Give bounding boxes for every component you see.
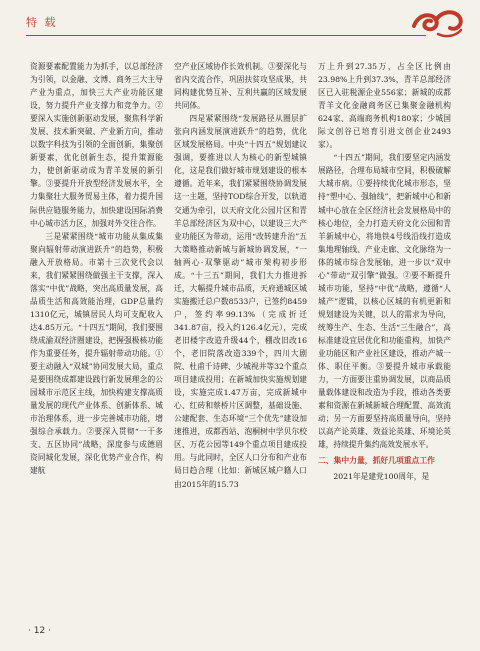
paragraph: 资源要素配置能力为抓手，以总部经济为引领，以金融、文博、商务三大主导产业为重点，加快三大产业功能区建设，努力提升产业支撑力和竞争力。②要深入实施创新驱动发展，聚焦科学新发展、技术新突破、产业新方向，推动以数字科技为引领的全面创新，集聚创新要素，优化创新生态，提升策源能力，使创新驱动成为青羊发展的新引擎。③要提升开放型经济发展水平，全力集聚壮大服务贸易主体，着力提升国际供应链服务能力，加快建设国际消费中心城市活力区，加强对外交往合作。 <box>30 62 163 228</box>
paragraph: 2021年是建党100周年，是 <box>333 472 430 482</box>
section-tag: 特 载 <box>26 16 58 29</box>
section-heading: 二、集中力量，抓好几项重点工作 <box>318 456 435 466</box>
header-rule <box>26 35 426 36</box>
paragraph: “十四五”期间，我们要坚定内涵发展路径，合理布局城市空间，积极破解大城市病。①要持续优化城市形态，坚持“塑中心、强轴线”，把新城中心和新城中心放在全区经济社会发展格局中的核心地位，全力打造天府文化公园和青羊新城中心，将地铁4号线沿线打造成集地理轴线、产业走廊、文化脉络为一体的城市综合发展轴，进一步以“双中心”带动“双引擎”做强。②要不断提升城市功能，坚持“中优”战略，遵循“人城产”逻辑，以核心区城的有机更新和规划建设为关键，以人的需求为导向，统筹生产、生态、生活“三生融合”，高标准建设宜居优化和功能重构，加快产业功能区和产业社区建设，推动产城一体、职住平衡。③要提升城市承载能力，一方面要注重协调发展，以商品质量载体建设和改造为手段，推动各类要素和资源在新城新城合理配置、高效流动；另一方面要坚持高质量导向，坚持以高产论英雄、效益论英雄、环境论英雄，持续提升集约高效发展水平。 <box>318 153 451 450</box>
page-header <box>0 0 480 46</box>
paragraph: 空产业区域协作长效机制。③要深化与省内交流合作，巩固扶贫攻坚成果，共同构建优势互补、互利共赢的区域发展共同体。 <box>174 62 307 111</box>
text-column-3 <box>318 60 451 483</box>
decorative-swirl-icon <box>408 4 466 42</box>
text-column-1 <box>30 60 163 478</box>
page-number: · 12 · <box>28 626 51 636</box>
paragraph: 三是紧紧围绕“城市功能从集成集聚向辐射带动演进跃升”的趋势，积极融入开放格局。市第十三次党代会以来，我们紧紧围绕做强主干支撑，深入落实“中优”战略，突出高质量发展，高品质生活和高效能治理，GDP总量约1310亿元，城镇居民人均可支配收入达4.85万元。“十四五”期间，我们要围绕成渝双经济圈建设，把握强极核功能作为重要任务，提升辐射带动功能。①要主动融入“双城”协同发展大局，重点是要围绕成都建设践行新发展理念的公园城市示范区主线，加快构建支撑高质量发展的现代产业体系、创新体系、城市治理体系，进一步完善城市功能，增强综合承载力。②要深入贯彻“一干多支、五区协同”战略，深度参与成德眉资同城化发展，深化优势产业合作，构建航 <box>30 231 163 476</box>
paragraph: 万上升到27.35万，占全区比例由23.98%上升到37.3%，青羊总部经济区已入驻税源企业556家；新城的成都青羊文化金融商务区已集聚金融机构624家、高端商务机构180家；少城国际文创谷已培育引进文创企业2493家）。 <box>318 62 451 150</box>
text-column-2 <box>174 60 307 491</box>
paragraph: 四是紧紧围绕“发展路径从圈层扩张向内涵发展演进跃升”的趋势，优化区域发展格局。中央“十四五”规划建议强调，要推进以人为核心的新型城镇化，这是我们做好城市规划建设的根本遵循。近年来，我们紧紧围绕协调发展这一主题，坚持TOD综合开发，以轨道交通为牵引，以天府文化公园片区和青羊总部经济区为双中心，以建设三大产业功能区为带动，运用“改转建升治”五大策略推动新城与新城协调发展，“一轴两心·双擎驱动”城市架构初步形成。“十三五”期间，我们大力推进拆迁，大幅提升城市品质，天府通城区城实施搬迁总户数8533户，已签约8459户，签约率99.13%（完成折迁341.87亩，投入约126.4亿元），完成老旧楼宇改造升级44个，棚改旧改16个，老旧院落改造339个，四川大剧院、杜甫千诗碑、少城视井等32个重点项目建成投用；在新城加快实施规划建设，实施完成1.47万亩，完成新城中心、红砖和蔡桥片区调整，基础设施、公建配套、生态环境“三个优先”建设加速推进，成都西站、泡桐树中学贝尔校区、万花公园等149个重点项目建成投用。与此同时，全区人口分布和产业布局日趋合理（比如：新城区城户籍人口由2015年的15.73 <box>174 114 307 489</box>
